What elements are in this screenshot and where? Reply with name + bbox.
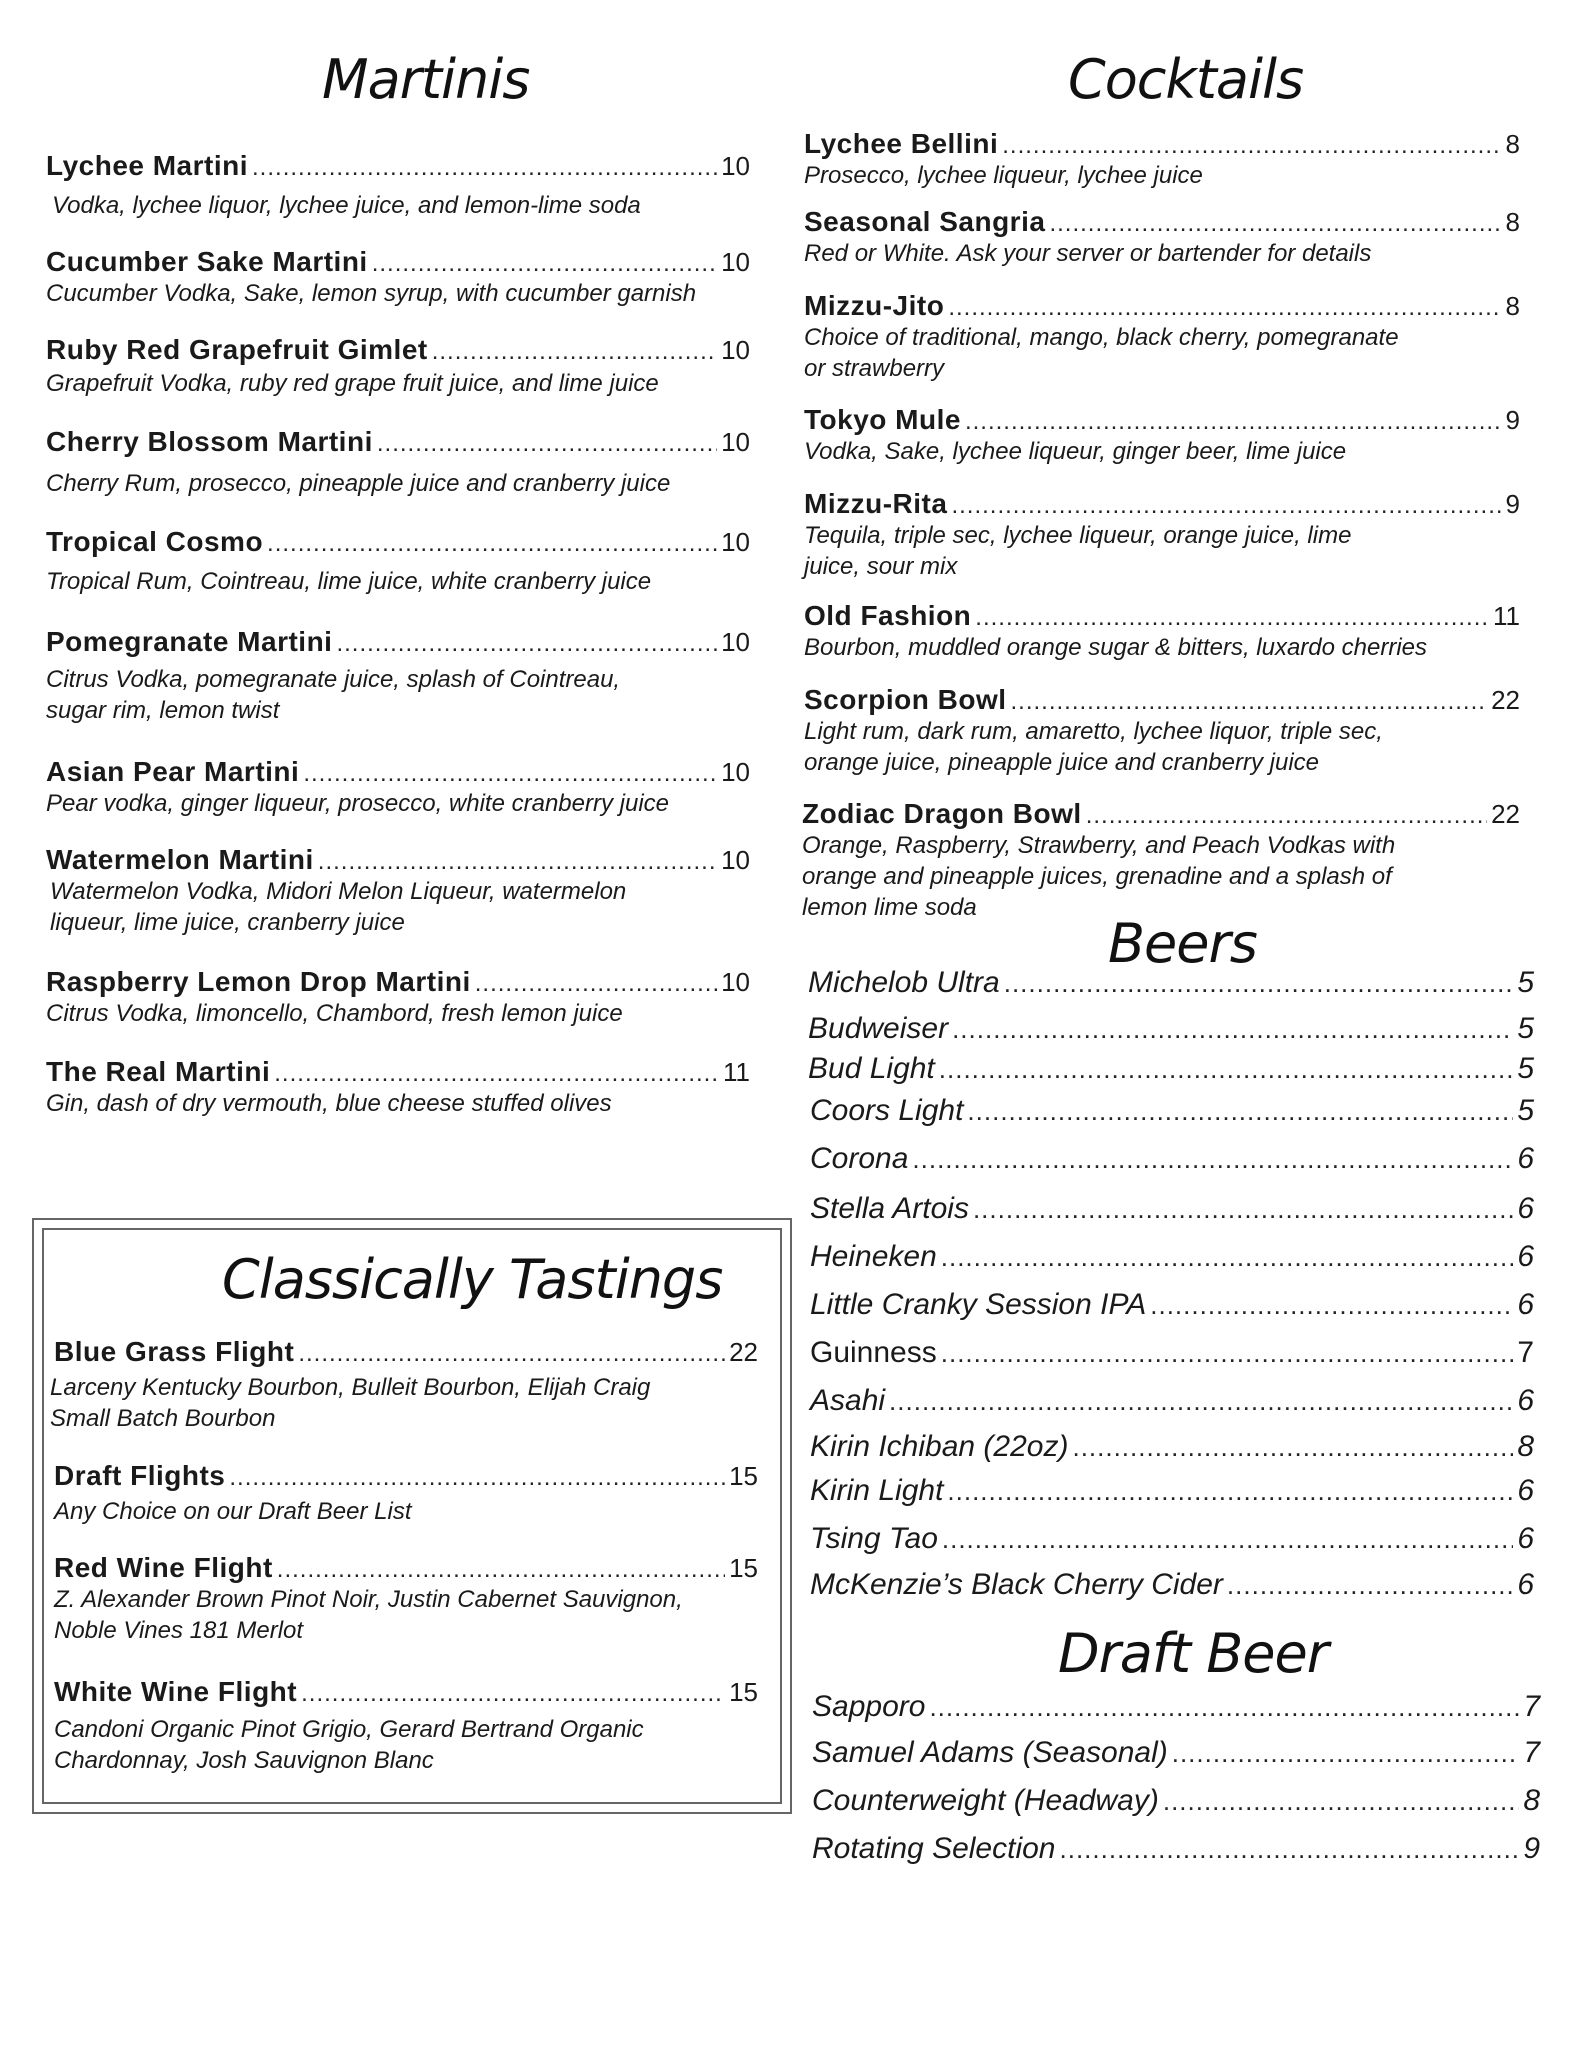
beer-name: Guinness [810,1336,937,1369]
item-name: Lychee Bellini [804,128,999,159]
item-price: 10 [721,427,750,457]
item-name: Pomegranate Martini [46,626,333,657]
beer-name: Samuel Adams (Seasonal) [812,1736,1168,1769]
leader-dots [298,1340,725,1368]
menu-item [804,684,1520,778]
item-name: Lychee Martini [46,150,249,181]
item-name: Seasonal Sangria [804,206,1046,237]
beer-item [808,1052,1534,1086]
beer-item [808,1012,1534,1046]
menu-item [46,966,750,1029]
beer-price: 8 [1517,1430,1534,1463]
item-description: Bourbon, muddled orange sugar & bitters, luxardo cherries [804,634,1428,661]
item-price: 10 [721,247,750,277]
draft-title: Draft Beer [1058,1622,1328,1685]
leader-dots [939,1054,1514,1086]
item-name: Blue Grass Flight [54,1336,295,1367]
item-name: Cucumber Sake Martini [46,246,368,277]
leader-dots [952,1014,1513,1046]
menu-item [46,246,750,309]
beer-name: Little Cranky Session IPA [810,1288,1147,1321]
beer-price: 7 [1517,1336,1534,1369]
leader-dots [1072,1432,1513,1464]
item-name: Raspberry Lemon Drop Martini [46,966,471,997]
item-description: Tropical Rum, Cointreau, lime juice, white cranberry juice [46,568,652,595]
beer-name: Bud Light [808,1052,935,1085]
item-name: Asian Pear Martini [46,756,300,787]
item-description: liqueur, lime juice, cranberry juice [50,909,405,936]
menu-item [54,1460,758,1527]
beer-item [810,1192,1534,1226]
leader-dots [1150,1290,1513,1322]
item-description: Watermelon Vodka, Midori Melon Liqueur, watermelon [50,878,627,905]
menu-item [804,600,1520,663]
item-description: Vodka, lychee liquor, lychee juice, and lemon-lime soda [52,192,641,219]
item-name: Mizzu-Jito [804,290,945,321]
leader-dots [252,154,717,182]
beer-name: Michelob Ultra [808,966,1000,999]
beer-name: Kirin Ichiban (22oz) [810,1430,1069,1463]
leader-dots [1060,1834,1520,1866]
item-description: Z. Alexander Brown Pinot Noir, Justin Cabernet Sauvignon, [54,1586,683,1613]
leader-dots [1049,210,1501,238]
leader-dots [948,294,1501,322]
item-price: 11 [1493,601,1520,631]
item-price: 8 [1505,207,1520,237]
item-name: Tropical Cosmo [46,526,264,557]
item-price: 22 [1491,799,1520,829]
beer-item [810,1142,1534,1176]
beer-price: 7 [1523,1690,1540,1723]
menu-item [46,426,750,499]
item-description: Candoni Organic Pinot Grigio, Gerard Bertrand Organic [54,1716,644,1743]
leader-dots [229,1464,725,1492]
leader-dots [1086,802,1487,830]
leader-dots [336,630,717,658]
beer-name: Coors Light [810,1094,964,1127]
beer-price: 9 [1523,1832,1540,1865]
menu-item [804,488,1520,582]
beer-item [808,966,1534,1000]
beer-item [810,1522,1534,1556]
item-description: Larceny Kentucky Bourbon, Bulleit Bourbon, Elijah Craig [50,1374,651,1401]
leader-dots [942,1524,1513,1556]
beer-name: Sapporo [812,1690,926,1723]
item-description: lemon lime soda [802,894,977,921]
item-description: sugar rim, lemon twist [46,697,280,724]
tastings-title: Classically Tastings [222,1248,723,1311]
draft-item [812,1832,1540,1866]
beer-price: 6 [1517,1384,1534,1417]
beers-title: Beers [1108,912,1257,975]
beer-name: McKenzie’s Black Cherry Cider [810,1568,1223,1601]
beer-name: Kirin Light [810,1474,944,1507]
beer-name: Counterweight (Headway) [812,1784,1159,1817]
beer-item [810,1336,1534,1370]
item-description: Grapefruit Vodka, ruby red grape fruit juice, and lime juice [46,370,659,397]
item-description: Citrus Vodka, limoncello, Chambord, fresh lemon juice [46,1000,623,1027]
beer-name: Tsing Tao [810,1522,938,1555]
menu-item [46,334,750,399]
beer-price: 5 [1517,1052,1534,1085]
leader-dots [318,848,717,876]
beer-price: 8 [1523,1784,1540,1817]
beer-price: 6 [1517,1288,1534,1321]
item-price: 10 [721,527,750,557]
beer-price: 6 [1517,1142,1534,1175]
menu-item [804,128,1520,191]
item-name: Ruby Red Grapefruit Gimlet [46,334,428,365]
leader-dots [975,604,1489,632]
beer-item [810,1430,1534,1464]
item-name: The Real Martini [46,1056,271,1087]
item-price: 8 [1505,129,1520,159]
item-price: 9 [1505,405,1520,435]
item-description: Cucumber Vodka, Sake, lemon syrup, with cucumber garnish [46,280,697,307]
item-price: 10 [721,967,750,997]
menu-item [46,626,750,726]
leader-dots [912,1144,1513,1176]
beer-item [810,1474,1534,1508]
item-name: Watermelon Martini [46,844,314,875]
item-description: Cherry Rum, prosecco, pineapple juice and cranberry juice [46,470,671,497]
item-description: Prosecco, lychee liqueur, lychee juice [804,162,1203,189]
item-description: Gin, dash of dry vermouth, blue cheese stuffed olives [46,1090,612,1117]
menu-item [46,844,750,938]
item-price: 10 [721,151,750,181]
menu-item [804,404,1520,467]
beer-price: 6 [1517,1568,1534,1601]
item-description: Any Choice on our Draft Beer List [54,1498,412,1525]
item-price: 22 [729,1337,758,1367]
item-name: Cherry Blossom Martini [46,426,373,457]
draft-item [812,1690,1540,1724]
beer-price: 7 [1523,1736,1540,1769]
beer-name: Stella Artois [810,1192,969,1225]
beer-name: Heineken [810,1240,937,1273]
item-name: Old Fashion [804,600,972,631]
leader-dots [967,1096,1513,1128]
item-description: Light rum, dark rum, amaretto, lychee liquor, triple sec, [804,718,1383,745]
menu-item [54,1552,758,1646]
beer-name: Asahi [810,1384,886,1417]
item-price: 10 [721,627,750,657]
item-description: Citrus Vodka, pomegranate juice, splash of Cointreau, [46,666,621,693]
beer-item [810,1240,1534,1274]
item-description: juice, sour mix [804,553,958,580]
beer-item [810,1094,1534,1128]
item-price: 15 [729,1553,758,1583]
item-price: 10 [721,757,750,787]
menu-item [46,526,750,597]
leader-dots [941,1338,1514,1370]
leader-dots [1004,968,1514,1000]
item-description: Pear vodka, ginger liqueur, prosecco, white cranberry juice [46,790,669,817]
leader-dots [277,1556,725,1584]
leader-dots [301,1680,725,1708]
beer-price: 6 [1517,1240,1534,1273]
item-description: Tequila, triple sec, lychee liqueur, orange juice, lime [804,522,1352,549]
item-price: 11 [723,1057,750,1087]
leader-dots [432,338,717,366]
item-price: 15 [729,1677,758,1707]
leader-dots [889,1386,1513,1418]
item-price: 9 [1505,489,1520,519]
menu-item [46,150,750,221]
leader-dots [267,530,717,558]
item-name: White Wine Flight [54,1676,298,1707]
leader-dots [941,1242,1514,1274]
item-price: 10 [721,335,750,365]
menu-item [50,1336,758,1434]
leader-dots [372,250,717,278]
beer-price: 6 [1517,1474,1534,1507]
item-description: Orange, Raspberry, Strawberry, and Peach Vodkas with [802,832,1396,859]
item-description: orange juice, pineapple juice and cranberry juice [804,749,1319,776]
item-price: 8 [1505,291,1520,321]
item-description: Vodka, Sake, lychee liqueur, ginger beer, lime juice [804,438,1347,465]
item-name: Tokyo Mule [804,404,961,435]
leader-dots [1172,1738,1520,1770]
leader-dots [929,1692,1519,1724]
beer-name: Corona [810,1142,909,1175]
leader-dots [1163,1786,1519,1818]
menu-item [46,756,750,819]
draft-item [812,1736,1540,1770]
item-description: Chardonnay, Josh Sauvignon Blanc [54,1747,434,1774]
leader-dots [947,1476,1513,1508]
item-name: Mizzu-Rita [804,488,948,519]
menu-item [804,206,1520,269]
item-description: Choice of traditional, mango, black cherry, pomegranate [804,324,1399,351]
leader-dots [475,970,717,998]
item-description: or strawberry [804,355,945,382]
beer-price: 6 [1517,1192,1534,1225]
leader-dots [1011,688,1488,716]
menu-item [54,1676,758,1776]
beer-name: Budweiser [808,1012,949,1045]
leader-dots [951,492,1501,520]
item-name: Scorpion Bowl [804,684,1007,715]
beer-price: 5 [1517,966,1534,999]
leader-dots [1002,132,1501,160]
item-price: 15 [729,1461,758,1491]
item-price: 22 [1491,685,1520,715]
leader-dots [274,1060,719,1088]
item-name: Draft Flights [54,1460,226,1491]
martinis-title: Martinis [322,48,530,111]
leader-dots [1227,1570,1513,1602]
menu-item [804,290,1520,384]
item-description: Red or White. Ask your server or bartender for details [804,240,1372,267]
menu-item [802,798,1520,923]
beer-name: Rotating Selection [812,1832,1056,1865]
beer-item [810,1384,1534,1418]
beer-price: 5 [1517,1094,1534,1127]
leader-dots [303,760,717,788]
item-price: 10 [721,845,750,875]
cocktails-title: Cocktails [1068,48,1304,111]
draft-item [812,1784,1540,1818]
item-name: Zodiac Dragon Bowl [802,798,1082,829]
beer-item [810,1288,1534,1322]
leader-dots [973,1194,1513,1226]
item-description: Small Batch Bourbon [50,1405,276,1432]
item-description: orange and pineapple juices, grenadine and a splash of [802,863,1392,890]
beer-price: 6 [1517,1522,1534,1555]
leader-dots [965,408,1502,436]
menu-item [46,1056,750,1119]
beer-item [810,1568,1534,1602]
beer-price: 5 [1517,1012,1534,1045]
item-name: Red Wine Flight [54,1552,273,1583]
leader-dots [377,430,717,458]
item-description: Noble Vines 181 Merlot [54,1617,304,1644]
